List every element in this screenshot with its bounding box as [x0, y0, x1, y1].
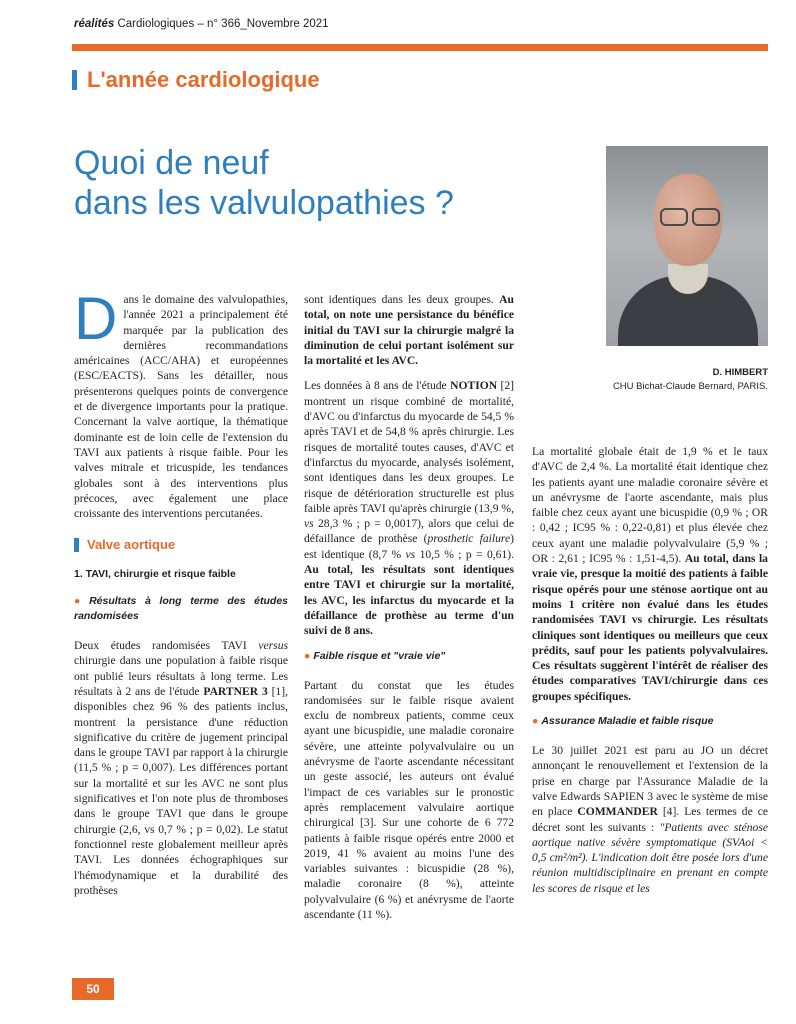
intro-text: ans le domaine des valvulopathies, l'année 2021 a principalement été marquée par la publication des dernières recommandations américaines (ACC/AHA) et européennes (ESC/EACTS). Sans les détailler, nous présenterons quelques points de convergence et de divergence importants pour la pratique. Concernant la valve aortique, la thématique dominante est de loin celle de l'extension du TAVI aux patients à risque faible. Pour les valves mitrale et tricuspide, les tendances globales sont à des interventions plus précoces, avec également une place croissante des interventions percutanées.: [74, 293, 288, 521]
text-run: 28,3 % ; p = 0,0017), alors que celui de défaillance de prothèse (: [304, 517, 514, 546]
text-run: 10,5 % ; p = 0,61).: [415, 547, 514, 561]
text-run: sont identiques dans les deux groupes.: [304, 293, 500, 306]
text-run: [1], disponibles chez 96 % des patients inclus, montrent la persistance d'une réduction significative du critère de jugement principal dans le groupe TAVI par rapport à la chirurgie (11,5 % ; p = 0,007). Les différences portant sur la mortalité et sur les AVC ne sont plus significatives et l'on note plus de thromboses dans le groupe TAVI que dans le groupe chirurgie (2,6, vs 0,7 % ; p = 0,02). Le statut fonctionnel reste globalement meilleur après TAVI. Les données échographiques sur l'hémodynamique et la durabilité des prothèses: [74, 684, 288, 897]
author-photo-glasses-right: [692, 208, 720, 226]
bullet-dot: ●: [74, 595, 87, 608]
text-run: Deux études randomisées TAVI: [74, 639, 259, 653]
journal-issue: Cardiologiques – n° 366_Novembre 2021: [114, 18, 329, 30]
text-run-bold: PARTNER 3: [203, 684, 268, 698]
text-run-bold: NOTION: [450, 379, 498, 393]
author-affiliation: CHU Bichat-Claude Bernard, PARIS.: [612, 381, 768, 392]
text-run-italic: versus: [258, 639, 288, 653]
section-flag-label: L'année cardiologique: [87, 67, 320, 92]
text-run-italic: "Patients avec sténose aortique native sévère symptomatique (SVAoi < 0,5 cm²/m²). L'indication doit être posée lors d'une réunion multidisciplinaire en prenant en compte les scores de risque et les: [532, 820, 768, 895]
text-run-bold: COMMANDER: [577, 805, 658, 819]
text-run-bold: Au total, on note une persistance du bénéfice initial du TAVI sur la chirurgie malgré la diminution de celui portant isolément sur la mortalité et les AVC.: [304, 293, 514, 368]
subsubheading-insurance: [532, 714, 768, 729]
author-name: D. HIMBERT: [712, 367, 768, 378]
author-photo-glasses-left: [660, 208, 688, 226]
text-run-italic: vs: [304, 517, 314, 531]
page-title: [74, 143, 574, 223]
paragraph-decree: [532, 743, 768, 896]
text-run-italic: prosthetic failure: [427, 532, 511, 546]
paragraph-cohort: Partant du constat que les études randomisées sur le faible risque avaient exclu de nombreux patients, comme ceux ayant une bicuspidie, une maladie coronaire sévère, une atteinte polyvalvulaire ou un anévrysme de l'aorte ascendante nécessitant un geste associé, les auteurs ont évalué l'impact de ces variables sur le pronostic après remplacement valvulaire aortique chirurgical [3]. Sur une cohorte de 6 772 patients à faible risque opérés entre 2000 et 2019, 41 % avaient au moins l'une des variables suivantes : bicuspidie (28 %), maladie coronaire (8 %), atteinte polyvalvulaire (6 %) et anévrysme de l'aorte ascendante (11 %).: [304, 678, 514, 921]
heading-valve-aortique: [74, 537, 288, 552]
text-run-italic: vs: [405, 547, 416, 561]
drop-cap: D: [74, 285, 118, 352]
column-1: [74, 285, 289, 908]
author-block: [560, 366, 768, 394]
page-number: 50: [72, 978, 114, 1000]
heading-label: Valve aortique: [87, 537, 176, 553]
text-run: Le 30 juillet 2021 est paru au JO un décret annonçant le renouvellement et l'extension de la prise en charge par l'Assurance Maladie de la valve Edwards SAPIEN 3 avec le système de mise en place: [532, 744, 768, 819]
text-run: [4]. Les termes de ce décret sont les suivants :: [532, 805, 768, 834]
text-run-bold: Au total, les résultats sont identiques entre TAVI et chirurgie sur la mortalité, les AVC, les infarctus du myocarde et la défaillance de prothèse au terme d'un suivi de 8 ans.: [304, 563, 514, 638]
header-rule: [72, 44, 768, 51]
text-run-bold: Au total, dans la vraie vie, presque la moitié des patients à faible risque opérés pour une sténose aortique ont au moins 1 critère non évalué dans les études randomisées TAVI vs chirurgie. Les résultats cliniques sont identiques ou meilleurs que ceux prédits, sauf pour les patients polyvalvulaires. Ces résultats suggèrent l'intérêt de réaliser des études comparatives TAVI/chirurgie dans ces groupes spécifiques.: [532, 552, 768, 703]
journal-header: [74, 18, 329, 30]
subheading-tavi: 1. TAVI, chirurgie et risque faible: [74, 567, 236, 580]
paragraph-partner3: [74, 638, 288, 898]
bullet-dot: ●: [532, 715, 539, 728]
heading-bar: [74, 538, 79, 552]
page-title-line-2: dans les valvulopathies ?: [74, 184, 454, 222]
column-2: [304, 292, 514, 932]
author-photo: [606, 146, 768, 346]
subsubheading-real-life: [304, 649, 514, 664]
subsubheading-label: Faible risque et "vraie vie": [313, 649, 446, 662]
column-3: [532, 444, 768, 906]
section-flag-bar: [72, 70, 77, 90]
journal-brand: réalités: [74, 18, 115, 30]
text-run: La mortalité globale était de 1,9 % et le taux d'AVC de 2,4 %. La mortalité était identique chez les patients ayant une maladie coronaire sévère et un anévrysme de l'aorte ascendante, mais plus faible chez ceux ayant une bicuspidie (0,9 % ; OR : 0,42 ; IC95 % : 0,22-0,81) et plus élevée chez ceux ayant une maladie polyvalvulaire (5,9 % ; OR : 2,61 ; IC95 % : 1,51-4,5).: [532, 445, 768, 566]
paragraph-mortality: [532, 444, 768, 704]
text-run: chirurgie dans une population à faible risque ont publié leurs résultats à long terme. Les résultats à 2 ans de l'étude: [74, 654, 288, 698]
bullet-dot: ●: [304, 649, 311, 662]
paragraph-total-1: [304, 292, 514, 368]
subsubheading-long-term: [74, 594, 288, 624]
page-title-line-1: Quoi de neuf: [74, 144, 269, 182]
text-run: Les données à 8 ans de l'étude: [304, 379, 451, 393]
text-run: ) est identique (8,7 %: [304, 532, 515, 561]
subsubheading-label: Assurance Maladie et faible risque: [541, 715, 714, 728]
paragraph-notion: [304, 378, 514, 638]
section-flag: [72, 68, 320, 92]
subsubheading-label: Résultats à long terme des études randomisées: [74, 595, 289, 623]
text-run: [2] montrent un risque combiné de mortalité, d'AVC ou d'infarctus du myocarde de 54,5 % après TAVI et de 54,8 % après chirurgie. Les risques de mortalité toutes causes, d'AVC et d'infarctus du myocarde, analysés isolément, sont identiques dans les deux groupes. Le risque de détérioration structurelle est plus faible après TAVI qu'après chirurgie (13,9 %,: [304, 379, 514, 515]
intro-paragraph: [74, 285, 288, 521]
